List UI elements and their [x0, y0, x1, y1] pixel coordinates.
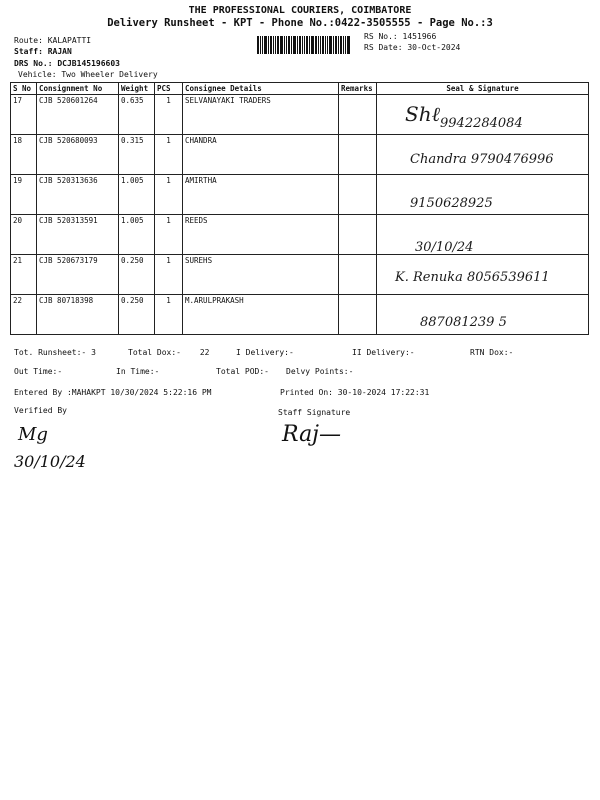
cell-pcs: 1: [155, 255, 183, 295]
cell-weight: 0.250: [119, 295, 155, 335]
cell-consignment: CJB 520313636: [37, 175, 119, 215]
barcode-bar: [302, 36, 303, 54]
cell-consignee: AMIRTHA: [183, 175, 339, 215]
barcode-bar: [340, 36, 342, 54]
barcode-bar: [270, 36, 272, 54]
barcode: [257, 36, 357, 54]
drs-value: DCJB145196603: [57, 59, 120, 68]
cell-weight: 0.635: [119, 95, 155, 135]
barcode-bar: [284, 36, 285, 54]
signature-row-18: Chandra 9790476996: [410, 152, 554, 167]
barcode-bar: [299, 36, 301, 54]
cell-remarks: [339, 215, 377, 255]
rs-date-line: [364, 43, 460, 52]
barcode-bar: [338, 36, 339, 54]
drs-line: [14, 59, 120, 68]
barcode-bar: [262, 36, 263, 54]
col-pcs: PCS: [155, 83, 183, 95]
barcode-bar: [318, 36, 319, 54]
in-time: In Time:-: [116, 367, 160, 376]
barcode-bar: [333, 36, 334, 54]
barcode-bar: [291, 36, 292, 54]
staff-signature: Raj—: [282, 422, 342, 447]
barcode-bar: [277, 36, 279, 54]
barcode-bar: [329, 36, 332, 54]
vehicle-value: Two Wheeler Delivery: [61, 70, 158, 79]
barcode-bar: [304, 36, 305, 54]
barcode-bar: [327, 36, 328, 54]
cell-remarks: [339, 95, 377, 135]
rs-date-label: RS Date:: [364, 43, 403, 52]
out-time: Out Time:-: [14, 367, 63, 376]
rs-date-value: 30-Oct-2024: [407, 43, 461, 52]
signature-row-21: K. Renuka 8056539611: [395, 270, 550, 285]
barcode-bar: [268, 36, 269, 54]
barcode-bar: [343, 36, 344, 54]
route-label: Route:: [14, 36, 43, 45]
cell-remarks: [339, 255, 377, 295]
barcode-bar: [293, 36, 296, 54]
runsheet-subtitle: Delivery Runsheet - KPT - Phone No.:0422-3505555 - Page No.:3: [107, 17, 493, 29]
cell-consignment: CJB 520673179: [37, 255, 119, 295]
col-consignee: Consignee Details: [183, 83, 339, 95]
vehicle-line: [18, 70, 158, 79]
cell-signature: [377, 215, 589, 255]
drs-label: DRS No.:: [14, 59, 53, 68]
barcode-bar: [280, 36, 283, 54]
col-seal-signature: Seal & Signature: [377, 83, 589, 95]
cell-sno: 21: [11, 255, 37, 295]
cell-remarks: [339, 135, 377, 175]
barcode-bar: [315, 36, 317, 54]
rtn-dox: RTN Dox:-: [470, 348, 514, 357]
cell-remarks: [339, 175, 377, 215]
verified-by-label: Verified By: [14, 406, 67, 415]
cell-sno: 20: [11, 215, 37, 255]
table-row: [11, 175, 589, 215]
cell-consignee: CHANDRA: [183, 135, 339, 175]
signature-row-19: 9150628925: [410, 196, 493, 211]
cell-sno: 19: [11, 175, 37, 215]
cell-sno: 22: [11, 295, 37, 335]
barcode-bar: [286, 36, 287, 54]
cell-pcs: 1: [155, 175, 183, 215]
cell-pcs: 1: [155, 215, 183, 255]
printed-on: Printed On: 30-10-2024 17:22:31: [280, 388, 430, 397]
cell-weight: 1.005: [119, 175, 155, 215]
barcode-bar: [335, 36, 337, 54]
barcode-bar: [273, 36, 274, 54]
route-value: KALAPATTI: [47, 36, 92, 45]
barcode-bar: [306, 36, 308, 54]
rs-no-value: 1451966: [402, 32, 437, 41]
barcode-bar: [264, 36, 267, 54]
barcode-bar: [325, 36, 326, 54]
total-runsheet: Tot. Runsheet:- 3: [14, 348, 96, 357]
staff-line: [14, 47, 72, 56]
cell-consignment: CJB 80718398: [37, 295, 119, 335]
rs-no-label: RS No.:: [364, 32, 398, 41]
cell-weight: 0.315: [119, 135, 155, 175]
route-line: [14, 36, 91, 45]
col-sno: S No: [11, 83, 37, 95]
cell-consignment: CJB 520313591: [37, 215, 119, 255]
company-title: THE PROFESSIONAL COURIERS, COIMBATORE: [188, 5, 412, 16]
col-consignment-no: Consignment No: [37, 83, 119, 95]
barcode-bar: [260, 36, 261, 54]
barcode-bar: [297, 36, 298, 54]
col-weight: Weight: [119, 83, 155, 95]
staff-signature-label: Staff Signature: [278, 408, 351, 417]
ii-delivery: II Delivery:-: [352, 348, 415, 357]
barcode-bar: [275, 36, 276, 54]
barcode-bar: [311, 36, 314, 54]
cell-consignee: REEDS: [183, 215, 339, 255]
total-pod: Total POD:-: [216, 367, 269, 376]
total-dox-value: 22: [199, 348, 210, 357]
cell-consignee: SELVANAYAKI TRADERS: [183, 95, 339, 135]
cell-consignee: M.ARULPRAKASH: [183, 295, 339, 335]
cell-weight: 0.250: [119, 255, 155, 295]
barcode-bar: [320, 36, 321, 54]
cell-consignment: CJB 520601264: [37, 95, 119, 135]
cell-consignment: CJB 520680093: [37, 135, 119, 175]
cell-remarks: [339, 295, 377, 335]
barcode-bar: [309, 36, 310, 54]
table-row: [11, 215, 589, 255]
entered-by: Entered By :MAHAKPT 10/30/2024 5:22:16 PM: [14, 388, 212, 397]
barcode-bar: [347, 36, 350, 54]
verified-signature: Mg: [18, 424, 48, 445]
total-dox: [128, 348, 209, 357]
col-remarks: Remarks: [339, 83, 377, 95]
signature-row-22: 887081239 5: [420, 315, 507, 330]
barcode-bar: [322, 36, 324, 54]
signature-row-17-scribble: Shℓ: [405, 102, 440, 126]
signature-row-20: 30/10/24: [415, 240, 474, 255]
total-dox-label: Total Dox:-: [128, 348, 181, 357]
cell-weight: 1.005: [119, 215, 155, 255]
signature-row-17: 9942284084: [440, 116, 523, 131]
cell-pcs: 1: [155, 135, 183, 175]
rs-no-line: [364, 32, 436, 41]
cell-sno: 17: [11, 95, 37, 135]
barcode-bar: [345, 36, 346, 54]
i-delivery: I Delivery:-: [236, 348, 294, 357]
staff-label: Staff:: [14, 47, 43, 56]
cell-pcs: 1: [155, 95, 183, 135]
cell-pcs: 1: [155, 295, 183, 335]
cell-sno: 18: [11, 135, 37, 175]
cell-consignee: SUREHS: [183, 255, 339, 295]
verified-date: 30/10/24: [14, 452, 86, 471]
staff-value: RAJAN: [47, 47, 72, 56]
vehicle-label: Vehicle:: [18, 70, 57, 79]
barcode-bar: [288, 36, 290, 54]
table-header-row: [11, 83, 589, 95]
barcode-bar: [257, 36, 259, 54]
delvy-points: Delvy Points:-: [286, 367, 354, 376]
